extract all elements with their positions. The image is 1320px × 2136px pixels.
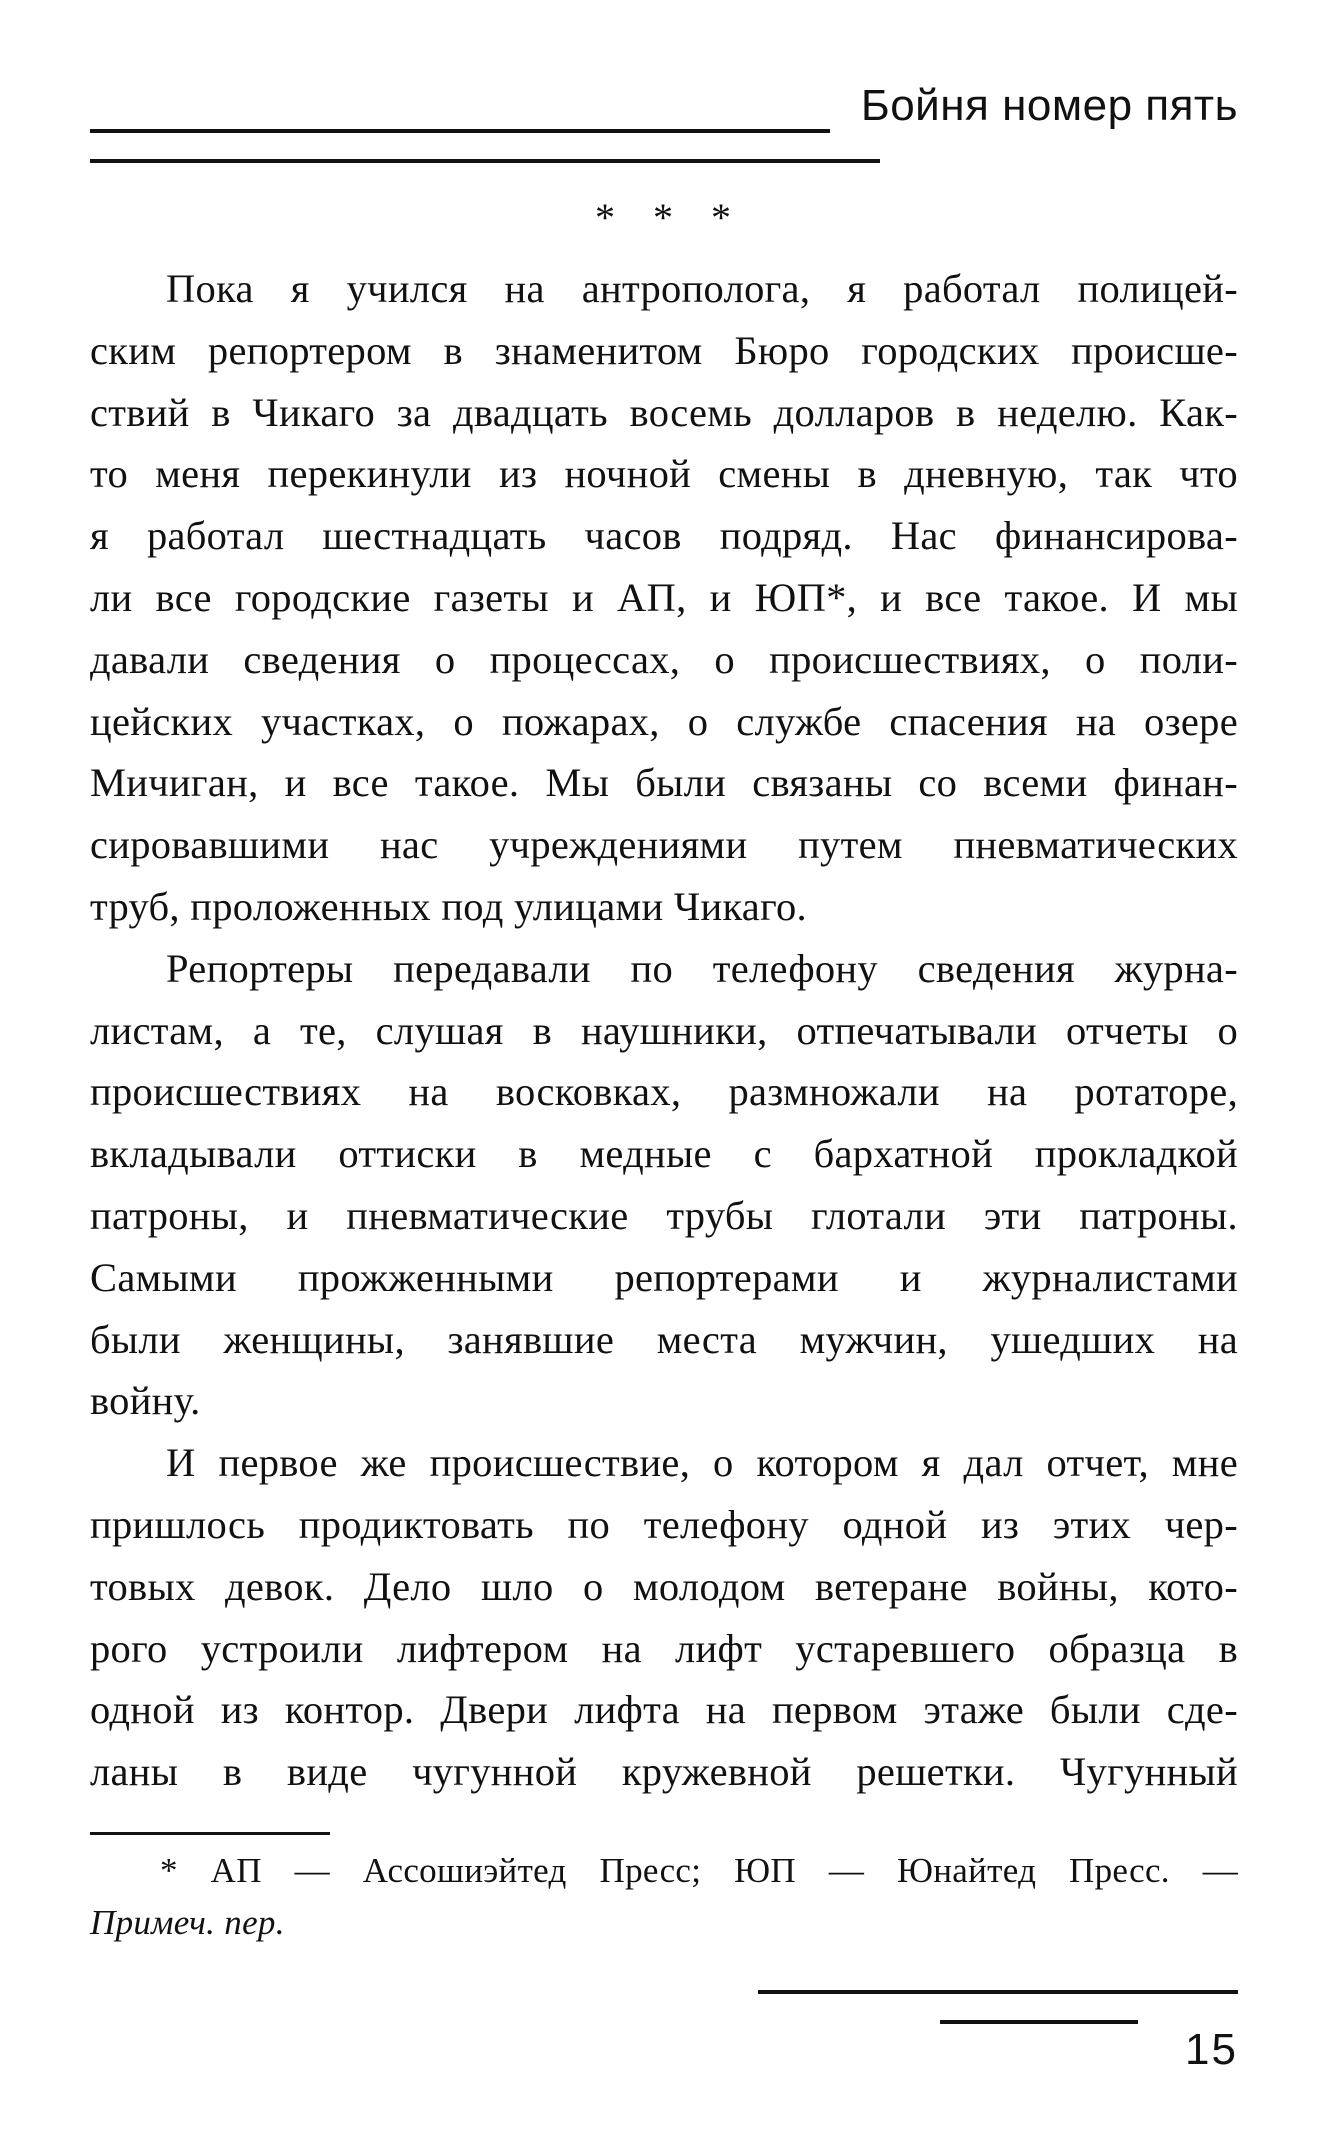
- text-line: рого устроили лифтером на лифт устаревшего образца в: [90, 1625, 1238, 1671]
- text-line: И первое же происшествие, о котором я дал отчет, мне: [166, 1440, 1238, 1486]
- text-line: ланы в виде чугунной кружевной решетки. Чугунный: [90, 1749, 1238, 1795]
- footnote-rule: [90, 1832, 330, 1835]
- text-line: одной из контор. Двери лифта на первом этаже были сде-: [90, 1687, 1238, 1733]
- page-number: 15: [1185, 2025, 1238, 2074]
- text-line: происшествиях на восковках, размножали на ротаторе,: [90, 1069, 1238, 1115]
- text-line: давали сведения о процессах, о происшествиях, о поли-: [90, 636, 1238, 682]
- header-rule-upper: [90, 129, 830, 133]
- text-line: я работал шестнадцать часов подряд. Нас финансирова-: [90, 513, 1238, 559]
- text-line: то меня перекинули из ночной смены в дневную, так что: [90, 451, 1238, 497]
- section-separator: * * *: [595, 195, 745, 240]
- text-line: войну.: [90, 1378, 201, 1424]
- footer-rule-upper: [758, 1990, 1238, 1994]
- header-rule-lower: [90, 159, 880, 163]
- text-line: ским репортером в знаменитом Бюро городских происше-: [90, 327, 1238, 373]
- footnote-line: * АП — Ассошиэйтед Пресс; ЮП — Юнайтед Пресс. —: [160, 1851, 1238, 1890]
- text-line: товых девок. Дело шло о молодом ветеране войны, кото-: [90, 1563, 1238, 1609]
- footnote: [90, 1845, 1238, 1949]
- text-line: Пока я учился на антрополога, я работал полицей-: [166, 266, 1238, 311]
- body-text: [90, 258, 1238, 1803]
- text-line: вкладывали оттиски в медные с бархатной прокладкой: [90, 1131, 1238, 1177]
- text-line: Мичиган, и все такое. Мы были связаны со всеми финан-: [90, 760, 1238, 806]
- text-line: Самыми прожженными репортерами и журналистами: [90, 1254, 1238, 1300]
- running-header-title: Бойня номер пять: [860, 81, 1238, 130]
- footnote-translator-note: Примеч. пер.: [90, 1903, 285, 1942]
- text-line: Репортеры передавали по телефону сведения журна-: [166, 945, 1238, 991]
- text-line: листам, а те, слушая в наушники, отпечатывали отчеты о: [90, 1007, 1238, 1053]
- text-line: ствий в Чикаго за двадцать восемь долларов в неделю. Как-: [90, 389, 1238, 435]
- text-line: были женщины, занявшие места мужчин, ушедших на: [90, 1316, 1238, 1362]
- text-line: сировавшими нас учреждениями путем пневматических: [90, 822, 1238, 868]
- text-line: труб, проложенных под улицами Чикаго.: [90, 883, 807, 929]
- text-line: ли все городские газеты и АП, и ЮП*, и все такое. И мы: [90, 574, 1238, 620]
- text-line: патроны, и пневматические трубы глотали эти патроны.: [90, 1192, 1238, 1238]
- text-line: пришлось продиктовать по телефону одной из этих чер-: [90, 1501, 1238, 1547]
- text-line: цейских участках, о пожарах, о службе спасения на озере: [90, 698, 1238, 744]
- footer-rule-lower: [940, 2020, 1138, 2024]
